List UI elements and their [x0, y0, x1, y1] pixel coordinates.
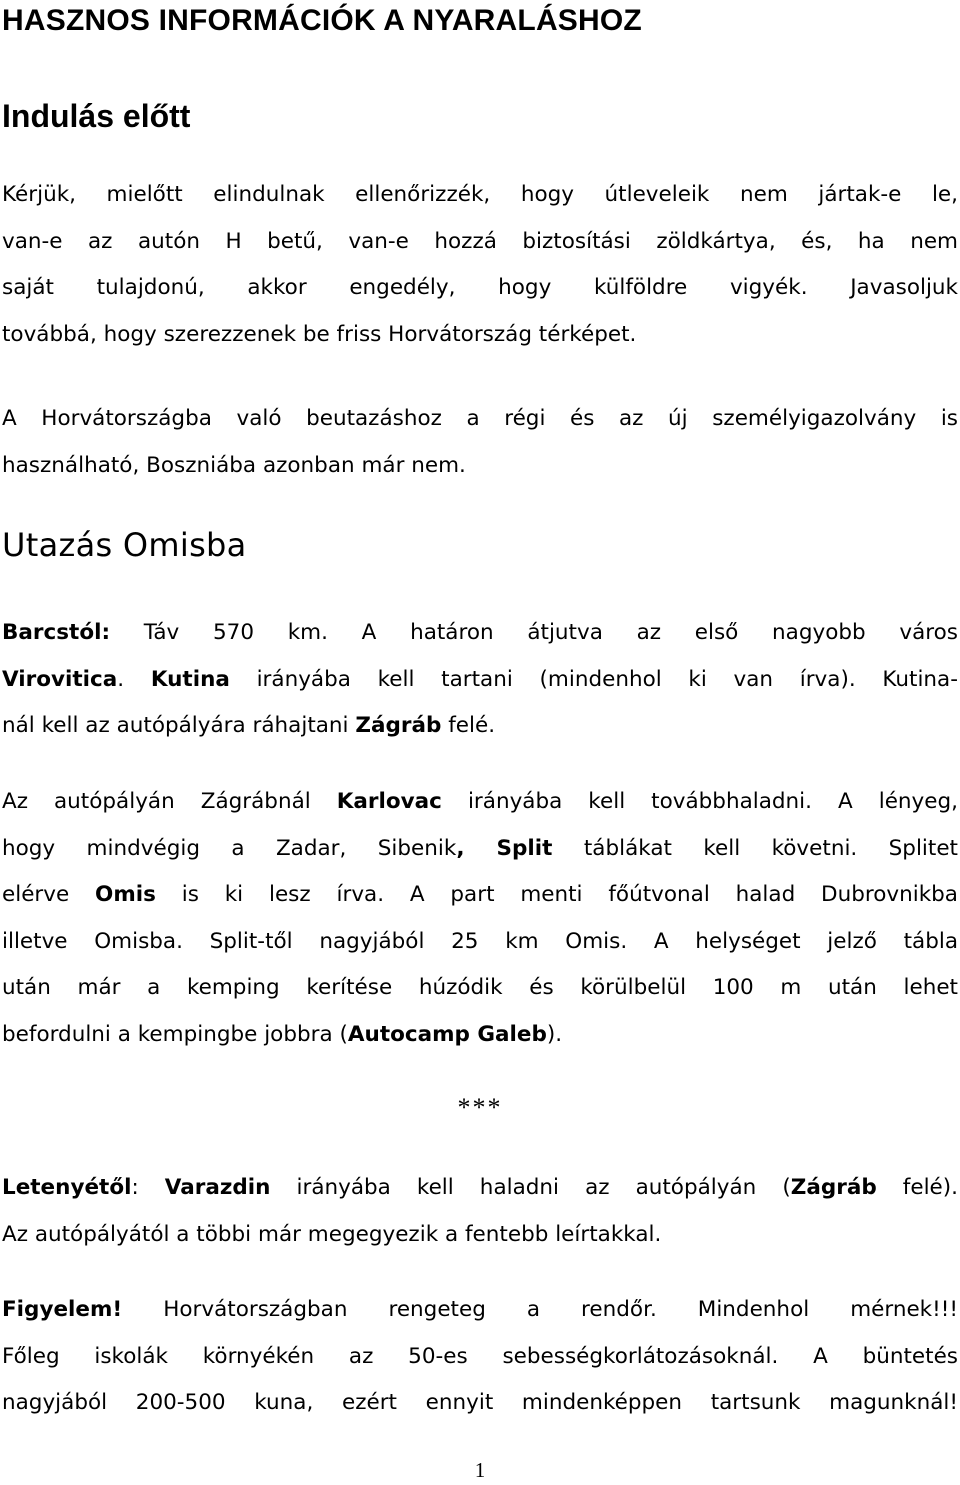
place-name: Letenyétől	[2, 1175, 132, 1200]
text-run: :	[131, 1175, 165, 1200]
place-name: Virovitica	[2, 666, 118, 692]
paragraph-autopalya	[2, 779, 958, 1058]
text-run: hogy mindvégig a Zadar, Sibenik	[2, 835, 457, 861]
text-line: Az autópályától a többi már megegyezik a fentebb leírtakkal.	[2, 1221, 662, 1247]
place-name: Zágráb	[355, 713, 442, 738]
text-run: nál kell az autópályára ráhajtani	[2, 713, 356, 738]
paragraph-indulas-2	[2, 396, 958, 489]
text-line: Főleg iskolák környékén az 50-es sebességkorlátozásoknál. A büntetés	[2, 1343, 958, 1369]
text-line	[2, 610, 958, 657]
text-line: van-e az autón H betű, van-e hozzá biztosítási zöldkártya, és, ha nem	[2, 228, 958, 254]
text-line	[2, 703, 958, 750]
text-line: után már a kemping kerítése húzódik és körülbelül 100 m után lehet	[2, 975, 958, 1000]
section-heading-indulas: Indulás előtt	[2, 98, 191, 134]
place-name: Barcstól:	[2, 620, 111, 645]
place-name: Omis	[95, 882, 156, 907]
text-line: Kérjük, mielőtt elindulnak ellenőrizzék, hogy útleveleik nem jártak-e le,	[2, 182, 958, 207]
place-name: , Split	[456, 835, 553, 861]
text-run: befordulni a kempingbe jobbra (	[2, 1021, 348, 1047]
paragraph-letenyetol	[2, 1165, 958, 1258]
text-line	[2, 826, 958, 873]
text-line	[2, 1287, 958, 1334]
warning-label: Figyelem!	[2, 1297, 123, 1322]
text-line: továbbá, hogy szerezzenek be friss Horvátország térképet.	[2, 321, 637, 347]
text-run: táblákat kell követni. Splitet	[552, 835, 958, 861]
place-name: Varazdin	[164, 1175, 271, 1200]
text-line	[2, 779, 958, 826]
text-line	[2, 1012, 958, 1059]
text-run: elérve	[2, 882, 96, 907]
page-number: 1	[474, 1458, 486, 1482]
text-line: saját tulajdonú, akkor engedély, hogy külföldre vigyék. Javasoljuk	[2, 275, 958, 300]
text-run: is ki lesz írva. A part menti főútvonal halad Dubrovnikba	[155, 882, 958, 907]
text-run: felé).	[876, 1175, 959, 1200]
place-name: Kutina	[150, 666, 230, 692]
text-run: irányába kell tartani (mindenhol ki van írva). Kutina-	[229, 666, 958, 692]
document-title: HASZNOS INFORMÁCIÓK A NYARALÁSHOZ	[2, 4, 642, 37]
paragraph-indulas-1	[2, 172, 958, 358]
text-line: A Horvátországba való beutazáshoz a régi és az új személyigazolvány is	[2, 406, 958, 431]
place-name: Zágráb	[790, 1175, 877, 1200]
text-run: .	[117, 666, 151, 692]
text-run: felé.	[441, 713, 496, 738]
text-run: Horvátországban rengeteg a rendőr. Mindenhol mérnek!!!	[122, 1297, 958, 1322]
text-line: használható, Boszniába azonban már nem.	[2, 452, 466, 478]
text-run: ).	[546, 1021, 563, 1047]
text-run: irányába kell továbbhaladni. A lényeg,	[441, 789, 958, 814]
text-line: illetve Omisba. Split-től nagyjából 25 km Omis. A helységet jelző tábla	[2, 928, 958, 954]
paragraph-barcstol	[2, 610, 958, 750]
text-run: irányába kell haladni az autópályán (	[270, 1175, 791, 1200]
section-heading-utazas: Utazás Omisba	[2, 526, 247, 564]
text-line: nagyjából 200-500 kuna, ezért ennyit mindenképpen tartsunk magunknál!	[2, 1390, 958, 1415]
text-line	[2, 657, 958, 704]
paragraph-figyelem	[2, 1287, 958, 1427]
text-run: Táv 570 km. A határon átjutva az első nagyobb város	[110, 620, 958, 645]
place-name: Karlovac	[336, 789, 442, 814]
section-separator: ***	[457, 1093, 503, 1122]
text-run: Az autópályán Zágrábnál	[2, 789, 337, 814]
place-name: Autocamp Galeb	[347, 1021, 547, 1047]
text-line	[2, 872, 958, 919]
text-line	[2, 1165, 958, 1212]
